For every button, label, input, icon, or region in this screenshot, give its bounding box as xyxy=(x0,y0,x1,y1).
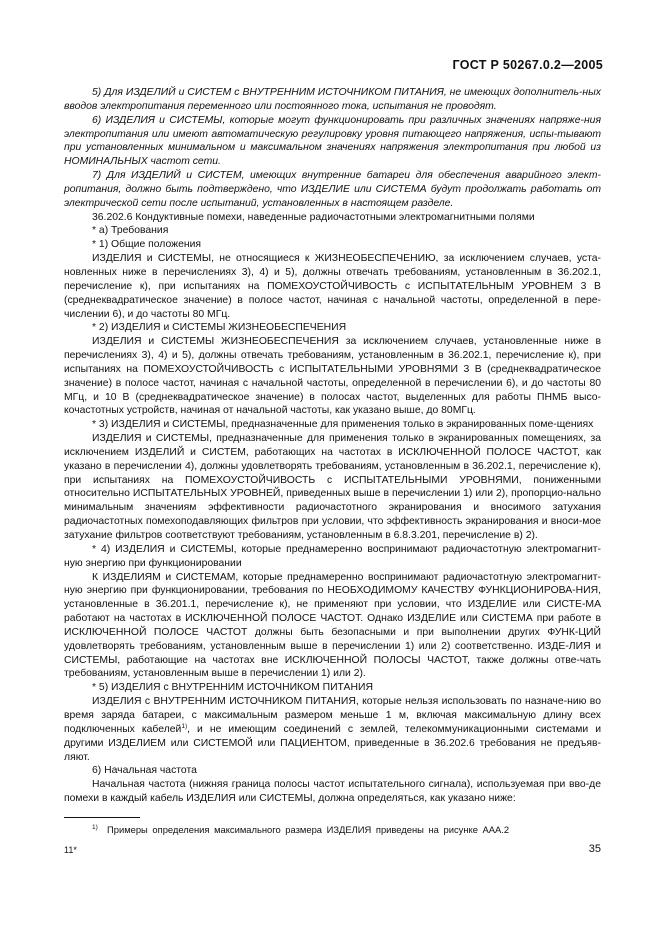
paragraph-intentional-rf: К ИЗДЕЛИЯМ и СИСТЕМАМ, которые преднамеренно воспринимают радиочастотную электромагнит-ную энергию при функционировании, требования по НЕОБХОДИМОМУ КАЧЕСТВУ ФУНКЦИОНИРОВА-НИЯ, установленные в 36.201.1, перечисление к), не применяют при условии, что ИЗДЕЛИЕ или СИСТЕ-МА работают на частотах в ИСКЛЮЧЕННОЙ ПОЛОСЕ ЧАСТОТ. Однако ИЗДЕЛИЕ или СИСТЕМА при работе в ИСКЛЮЧЕННОЙ ПОЛОСЕ ЧАСТОТ должны быть безопасными и при выполнении других ФУНК-ЦИЙ удовлетворять требованиям, установленным выше в перечислении 1) или 2) соответственно. ИЗДЕ-ЛИЯ и СИСТЕМЫ, работающие на частотах вне ИСКЛЮЧЕННОЙ ПОЛОСЫ ЧАСТОТ, также должны отве-чать требованиям, установленным выше в перечислении 1) или 2). xyxy=(64,571,601,680)
paragraph-shielded: ИЗДЕЛИЯ и СИСТЕМЫ, предназначенные для применения только в экранированных помещениях, за исключением ИЗДЕЛИЙ и СИСТЕМ, работающих на частотах в ИСКЛЮЧЕННОЙ ПОЛОСЕ ЧАСТОТ, как указано в перечислении 4), должны удовлетворять требованиям, установленным в 36.202.1, перечисление к), при испытаниях на ПОМЕХОУСТОЙЧИВОСТЬ с ИСПЫТАТЕЛЬНЫМИ УРОВНЯМИ, пониженными относительно ИСПЫТАТЕЛЬНЫХ УРОВНЕЙ, приведенных выше в перечислении 1) или 2), пропорцио-нально минимальным значениям эффективности радиочастотного экранирования и вносимого затухания радиочастотных помехоподавляющих фильтров при условии, что эффективность экранирования и вноси-мое затухание фильтров соответствуют требованиям, установленным в 6.8.3.201, перечисление в) 2). xyxy=(64,433,601,541)
section-heading: 36.202.6 Кондуктивные помехи, наведенные радиочастотными электромагнитными полями xyxy=(92,211,535,223)
paragraph-general: ИЗДЕЛИЯ и СИСТЕМЫ, не относящиеся к ЖИЗНЕОБЕСПЕЧЕНИЮ, за исключением случаев, уста-новленных ниже в перечислениях 3), 4) и 5), должны отвечать требованиям, установленным в 36.202.1, перечисление к), при испытаниях на ПОМЕХОУСТОЙЧИВОСТЬ с ИСПЫТАТЕЛЬНЫМ УРОВНЕМ 3 В (среднеквадратическое значение) в полосе частот, начиная с начальной частоты, определенной в пере-числении 6), и до частоты 80 МГц. xyxy=(64,253,601,320)
footnote-reference: 1) xyxy=(181,722,188,730)
subheading-intentional-rf: * 4) ИЗДЕЛИЯ и СИСТЕМЫ, которые преднамеренно воспринимают радиочастотную электромагнит-ную энергию при функционировании xyxy=(64,543,601,569)
footnote xyxy=(92,822,602,836)
paragraph-item-5: 5) Для ИЗДЕЛИЙ и СИСТЕМ с ВНУТРЕННИМ ИСТОЧНИКОМ ПИТАНИЯ, не имеющих дополнитель-ных вводов электропитания переменного или постоянного тока, испытания не проводят. xyxy=(64,87,601,112)
paragraph-item-7: 7) Для ИЗДЕЛИЙ и СИСТЕМ, имеющих внутренние батареи для обеспечения аварийного элект-ропитания, должно быть подтверждено, что ИЗДЕЛИЕ или СИСТЕМА будут продолжать работать от электрической сети после испытаний, установленных в настоящем разделе. xyxy=(64,170,601,209)
footnote-mark: 1) xyxy=(92,824,98,831)
subheading-general: * 1) Общие положения xyxy=(92,239,202,251)
sheet-mark: 11* xyxy=(64,845,77,855)
paragraph-internal-power xyxy=(64,695,601,764)
paragraph-life-support: ИЗДЕЛИЯ и СИСТЕМЫ ЖИЗНЕОБЕСПЕЧЕНИЯ за исключением случаев, установленные ниже в перечислениях 3), 4) и 5), должны отвечать требованиям, установленным в 36.202.1, перечисление к), при испытаниях на ПОМЕХОУСТОЙЧИВОСТЬ с ИСПЫТАТЕЛЬНЫМИ УРОВНЯМИ 3 В (среднеквадратическое значение) в полосе частот, начиная с начальной частоты, определенной в перечислении 6), и до частоты 80 МГц, и 10 В (среднеквадратическое значение) в полосах частот, выделенных для работы ПНМБ высо-кочастотных устройств, начиная от начальной частоты, как указано выше, до 80МГц. xyxy=(64,336,601,417)
document-body xyxy=(64,86,601,806)
paragraph-internal-power-text-2: , и не имеющим соединений с землей, телекоммуникационными системами и другими ИЗДЕЛИЕМ или СИСТЕМОЙ или ПАЦИЕНТОМ, приведенные в 36.202.6 требования не предъяв-ляют. xyxy=(64,723,601,763)
page-number: 35 xyxy=(588,843,601,855)
subheading-start-frequency: 6) Начальная частота xyxy=(92,765,197,777)
standard-header: ГОСТ Р 50267.0.2—2005 xyxy=(452,58,603,72)
footnote-divider xyxy=(64,817,140,818)
subheading-shielded: * 3) ИЗДЕЛИЯ и СИСТЕМЫ, предназначенные для применения только в экранированных поме-щениях xyxy=(92,419,594,431)
footnote-text: Примеры определения максимального размера ИЗДЕЛИЯ приведены на рисунке ААА.2 xyxy=(107,824,510,835)
subheading-life-support: * 2) ИЗДЕЛИЯ и СИСТЕМЫ ЖИЗНЕОБЕСПЕЧЕНИЯ xyxy=(92,322,347,334)
paragraph-item-6: 6) ИЗДЕЛИЯ и СИСТЕМЫ, которые могут функционировать при различных значениях напряже-ния электропитания или имеют автоматическую регулировку уровня питающего напряжения, испы-тывают при установленных минимальном и максимальном значениях напряжения электропитания при любой из НОМИНАЛЬНЫХ частот сети. xyxy=(64,114,601,168)
subheading-requirements: * а) Требования xyxy=(92,225,169,237)
paragraph-internal-power-text-1: ИЗДЕЛИЯ с ВНУТРЕННИМ ИСТОЧНИКОМ ПИТАНИЯ, которые нельзя использовать по назначе-нию во время заряда батареи, с максимальным размером меньше 1 м, включая максимальную длину всех подключенных кабелей xyxy=(64,696,601,735)
paragraph-start-frequency: Начальная частота (нижняя граница полосы частот испытательного сигнала), используемая при вво-де помехи в каждый кабель ИЗДЕЛИЯ или СИСТЕМЫ, должна определяться, как указано ниже: xyxy=(64,779,601,805)
subheading-internal-power: * 5) ИЗДЕЛИЯ с ВНУТРЕННИМ ИСТОЧНИКОМ ПИТАНИЯ xyxy=(92,682,373,694)
